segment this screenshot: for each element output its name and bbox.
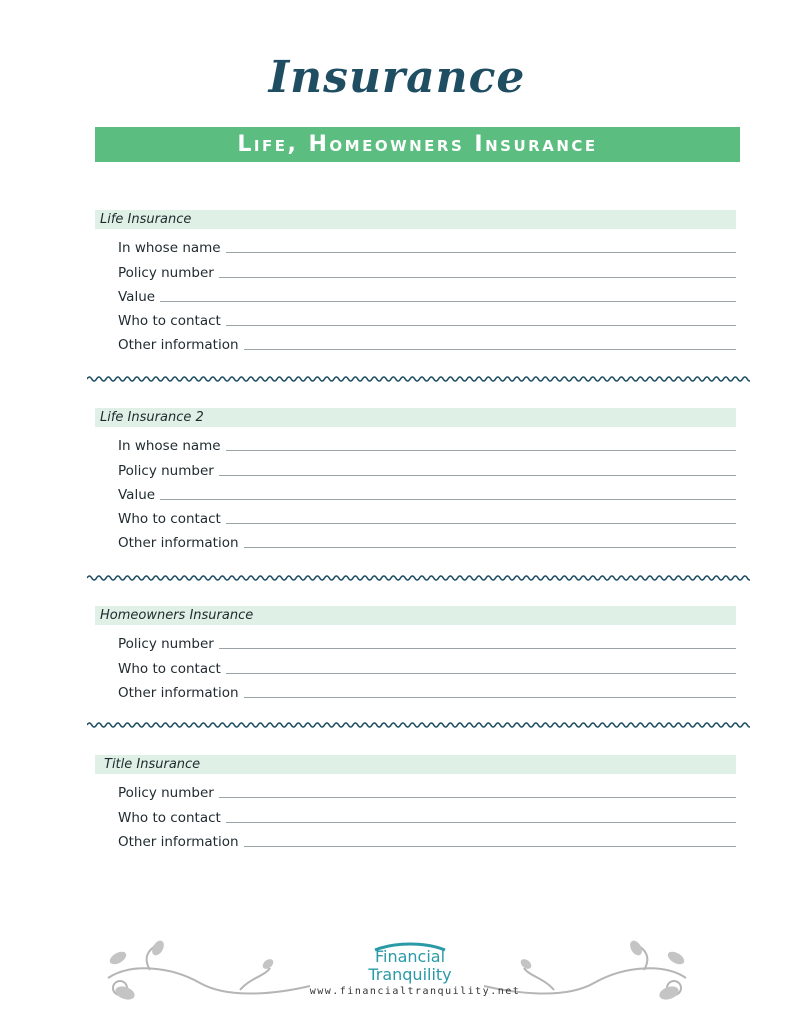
section-banner: Life, Homeowners Insurance <box>95 127 740 162</box>
life-insurance-2-section <box>95 408 736 552</box>
section-heading: Title Insurance <box>95 755 736 774</box>
field-row <box>95 257 736 281</box>
field-label: Policy number <box>118 636 214 653</box>
field-row <box>95 778 736 802</box>
field-row <box>95 678 736 702</box>
field-label: Who to contact <box>118 660 221 677</box>
page-title: Insurance <box>268 52 526 103</box>
fill-in-line[interactable] <box>226 523 736 524</box>
wavy-divider <box>87 572 750 584</box>
life-insurance-section <box>95 210 736 354</box>
fill-in-line[interactable] <box>226 325 736 326</box>
field-label: Who to contact <box>118 511 221 528</box>
fill-in-line[interactable] <box>244 846 736 847</box>
website-url[interactable]: www.financialtranquility.net <box>309 986 521 997</box>
field-label: Who to contact <box>118 809 221 826</box>
brand-line-2: Tranquility <box>368 965 452 984</box>
field-row <box>95 431 736 455</box>
field-row <box>95 629 736 653</box>
wavy-divider <box>87 373 750 385</box>
brand-logo <box>340 948 480 984</box>
field-label: Policy number <box>118 462 214 479</box>
field-row <box>95 653 736 677</box>
field-row <box>95 282 736 306</box>
field-row <box>95 827 736 851</box>
fill-in-line[interactable] <box>226 673 736 674</box>
field-label: Policy number <box>118 785 214 802</box>
field-label: Other information <box>118 833 239 850</box>
field-row <box>95 504 736 528</box>
left-leaf-icon <box>108 939 275 1002</box>
fill-in-line[interactable] <box>219 797 736 798</box>
field-label: Other information <box>118 684 239 701</box>
homeowners-insurance-section <box>95 606 736 702</box>
fill-in-line[interactable] <box>226 822 736 823</box>
right-leaf-icon <box>519 939 686 1002</box>
field-label: In whose name <box>118 240 221 257</box>
field-row <box>95 802 736 826</box>
fill-in-line[interactable] <box>219 277 736 278</box>
fill-in-line[interactable] <box>226 450 736 451</box>
field-row <box>95 528 736 552</box>
fill-in-line[interactable] <box>219 475 736 476</box>
field-label: Who to contact <box>118 313 221 330</box>
field-label: Value <box>118 486 156 503</box>
fill-in-line[interactable] <box>244 349 736 350</box>
left-vine-icon <box>108 943 310 995</box>
field-row <box>95 233 736 257</box>
field-label: Other information <box>118 337 239 354</box>
fill-in-line[interactable] <box>160 499 736 500</box>
fill-in-line[interactable] <box>226 252 736 253</box>
wavy-divider <box>87 719 750 731</box>
field-label: Value <box>118 288 156 305</box>
field-row <box>95 330 736 354</box>
field-row <box>95 306 736 330</box>
field-label: Other information <box>118 535 239 552</box>
section-heading: Homeowners Insurance <box>95 606 736 625</box>
fill-in-line[interactable] <box>244 547 736 548</box>
field-label: In whose name <box>118 438 221 455</box>
title-insurance-section <box>95 755 736 851</box>
fill-in-line[interactable] <box>160 301 736 302</box>
brand-line-1: Financial <box>374 947 446 966</box>
fill-in-line[interactable] <box>219 648 736 649</box>
field-row <box>95 480 736 504</box>
field-label: Policy number <box>118 264 214 281</box>
section-heading: Life Insurance <box>95 210 736 229</box>
field-row <box>95 455 736 479</box>
section-heading: Life Insurance 2 <box>95 408 736 427</box>
fill-in-line[interactable] <box>244 697 736 698</box>
